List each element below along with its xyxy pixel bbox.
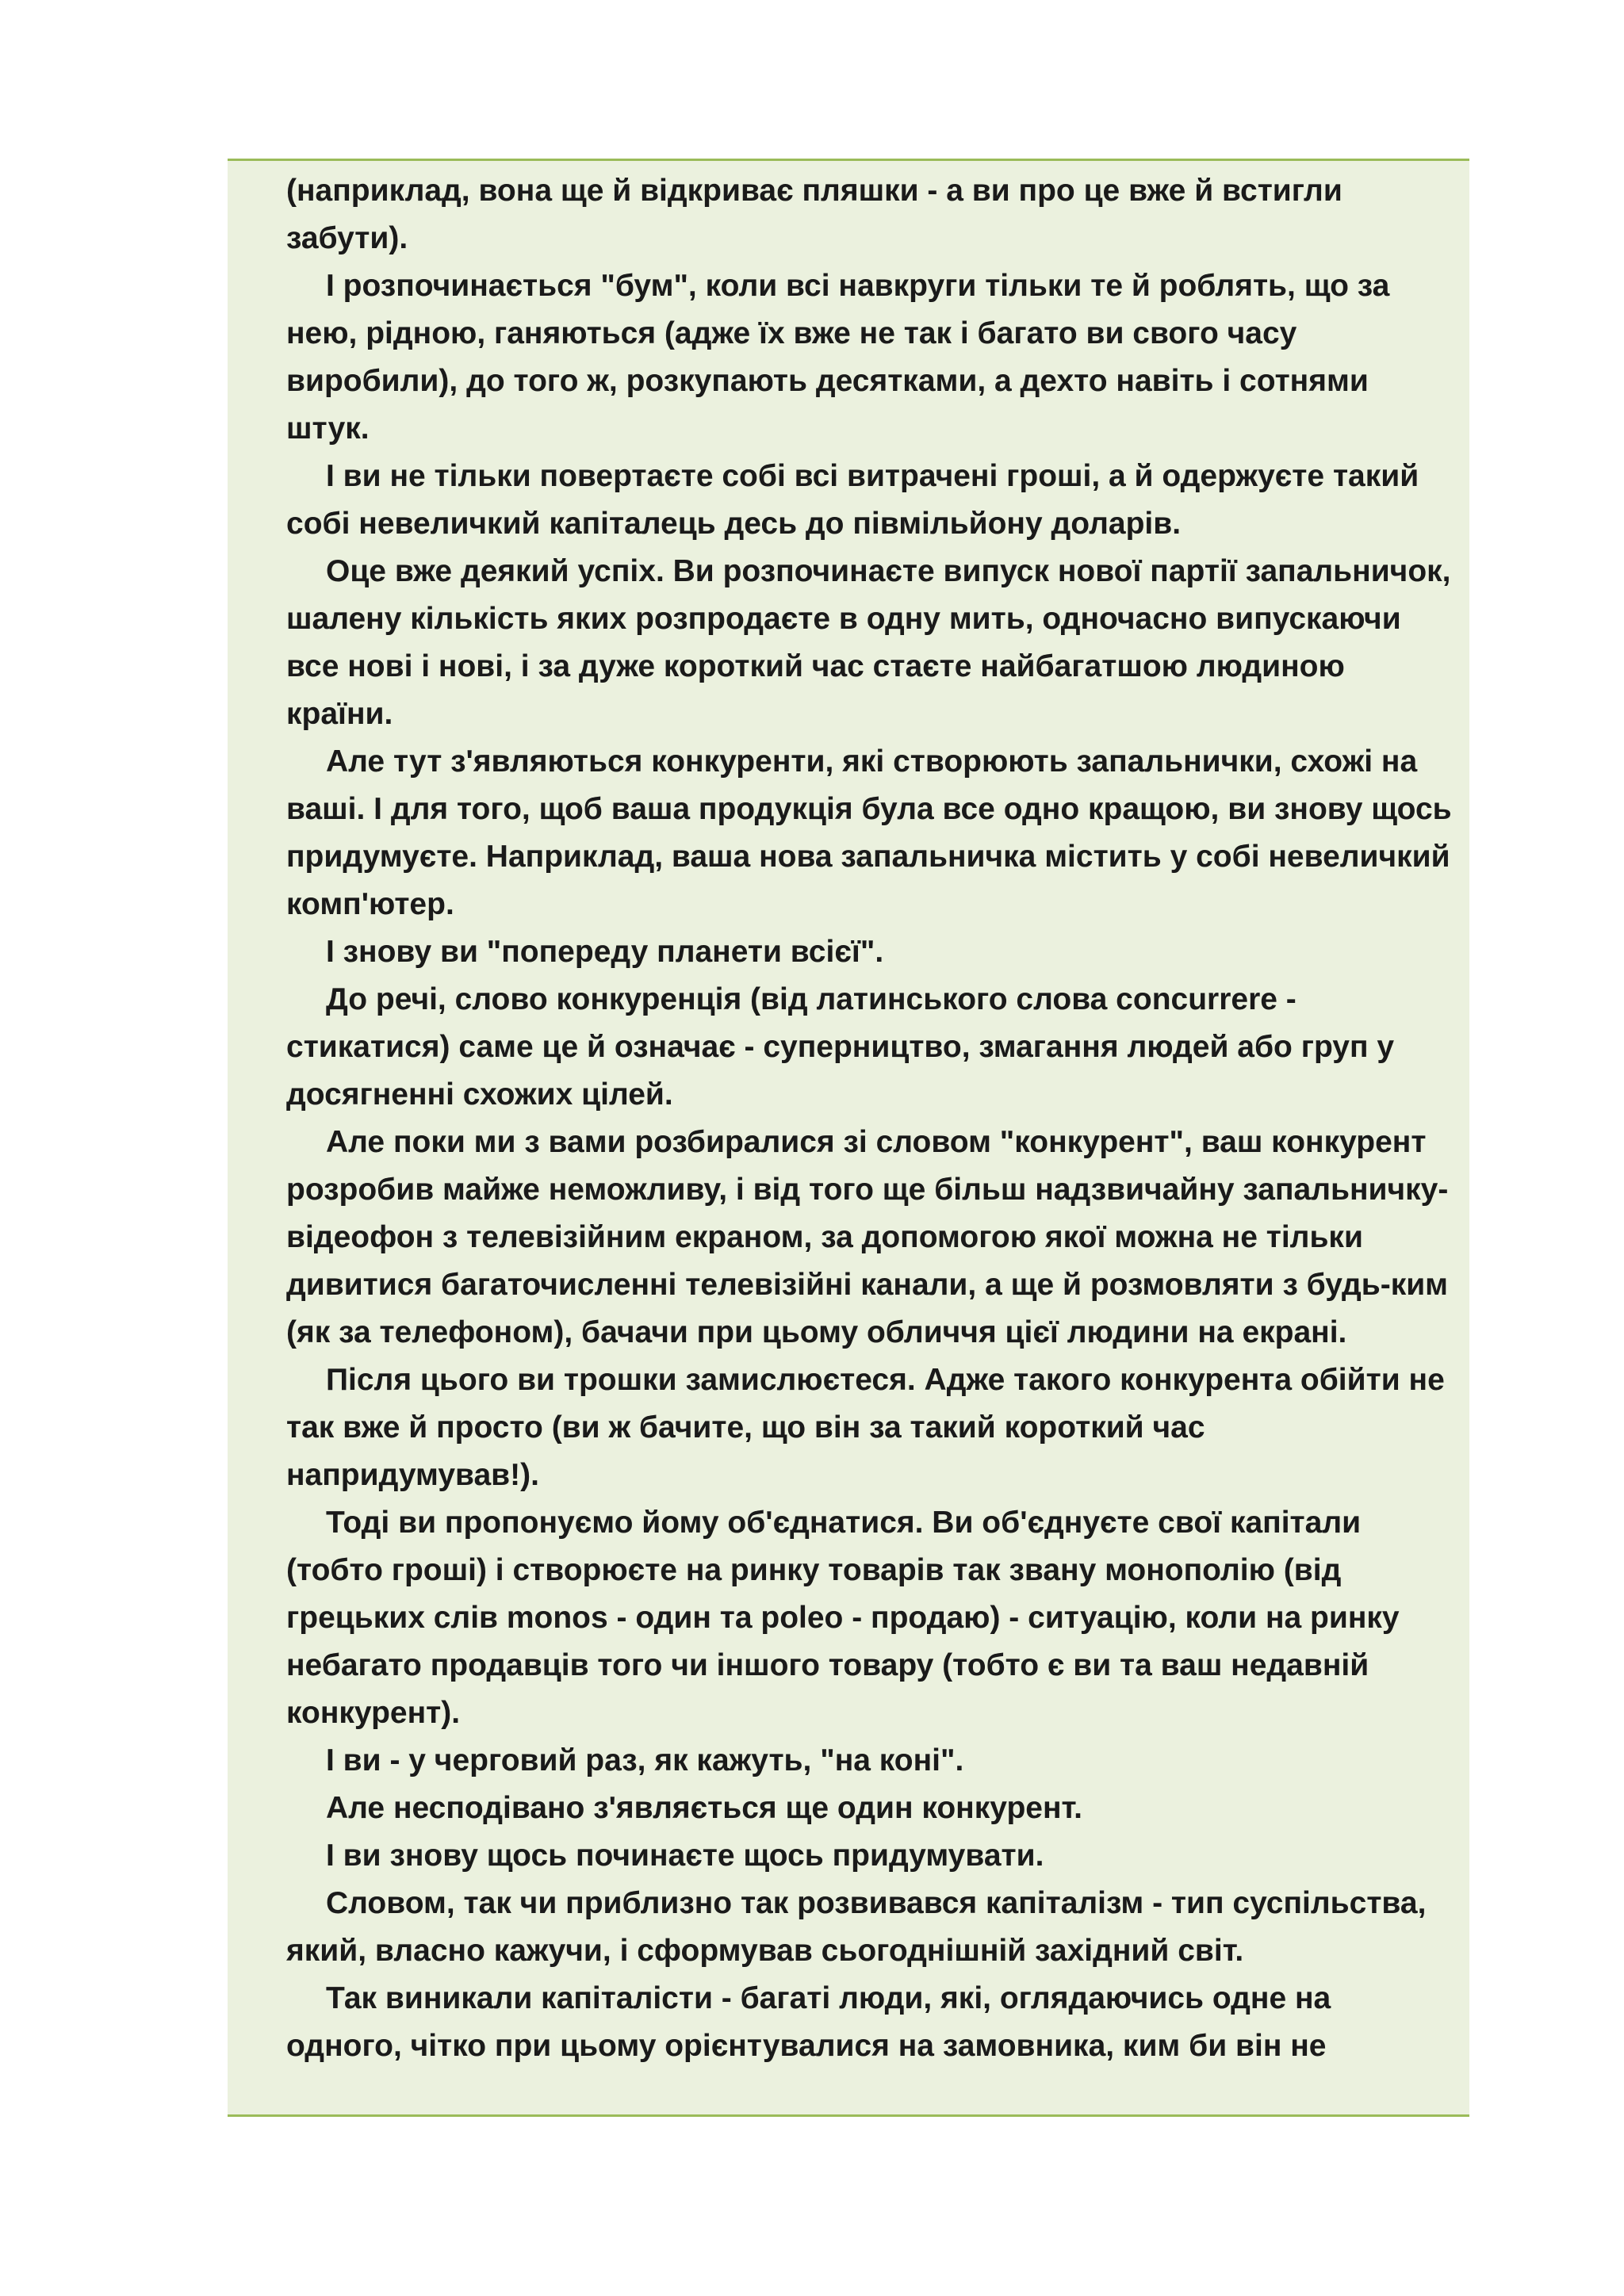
paragraph: Але несподівано з'являється ще один конкурент.	[326, 1791, 1083, 1825]
paragraph: Оце вже деякий успіх. Ви розпочинаєте випуск нової партії запальничок, шалену кількість яких розпродаєте в одну мить, одночасно випускаючи все нові і нові, і за дуже короткий час стаєте найбагатшою людиною країни.	[286, 554, 1451, 731]
paragraph: (наприклад, вона ще й відкриває пляшки - а ви про це вже й встигли забути).	[286, 174, 1342, 255]
paragraph: І ви знову щось починаєте щось придумувати.	[326, 1839, 1044, 1873]
paragraph: До речі, слово конкуренція (від латинського слова concurrere - стикатися) саме це й означає - суперництво, змагання людей або груп у досягненні схожих цілей.	[286, 982, 1395, 1112]
paragraph: І розпочинається "бум", коли всі навкруги тільки те й роблять, що за нею, рідною, ганяються (адже їх вже не так і багато ви свого часу виробили), до того ж, розкупають десятками, а дехто навіть і сотнями штук.	[286, 269, 1390, 446]
paragraph: Тоді ви пропонуємо йому об'єднатися. Ви об'єднуєте свої капітали (тобто гроші) і створюєте на ринку товарів так звану монополію (від грецьких слів monos - один та poleo - продаю) - ситуацію, коли на ринку небагато продавців того чи іншого товару (тобто є ви та ваш недавній конкурент).	[286, 1506, 1400, 1730]
paragraph: І ви - у черговий раз, як кажуть, "на коні".	[326, 1743, 964, 1777]
text-panel	[228, 159, 1469, 2117]
paragraph: Але тут з'являються конкуренти, які створюють запальнички, схожі на ваші. І для того, щоб ваша продукція була все одно кращою, ви знову щось придумуєте. Наприклад, ваша нова запальничка містить у собі невеличкий комп'ютер.	[286, 744, 1452, 921]
paragraph: Так виникали капіталісти - багаті люди, які, оглядаючись одне на одного, чітко при цьому орієнтувалися на замовника, ким би він не	[286, 1981, 1331, 2063]
document-body	[286, 167, 1454, 2070]
paragraph: І ви не тільки повертаєте собі всі витрачені гроші, а й одержуєте такий собі невеличкий капіталець десь до півмільйону доларів.	[286, 459, 1419, 541]
paragraph: Після цього ви трошки замислюєтеся. Адже такого конкурента обійти не так вже й просто (ви ж бачите, що він за такий короткий час напридумував!).	[286, 1363, 1445, 1492]
paragraph: І знову ви "попереду планети всієї".	[326, 935, 884, 969]
paragraph: Словом, так чи приблизно так розвивався капіталізм - тип суспільства, який, власно кажучи, і сформував сьогоднішній західний світ.	[286, 1886, 1427, 1968]
paragraph: Але поки ми з вами розбиралися зі словом "конкурент", ваш конкурент розробив майже неможливу, і від того ще більш надзвичайну запальничку-відеофон з телевізійним екраном, за допомогою якої можна не тільки дивитися багаточисленні телевізійні канали, а ще й розмовляти з будь-ким (як за телефоном), бачачи при цьому обличчя цієї людини на екрані.	[286, 1125, 1449, 1349]
